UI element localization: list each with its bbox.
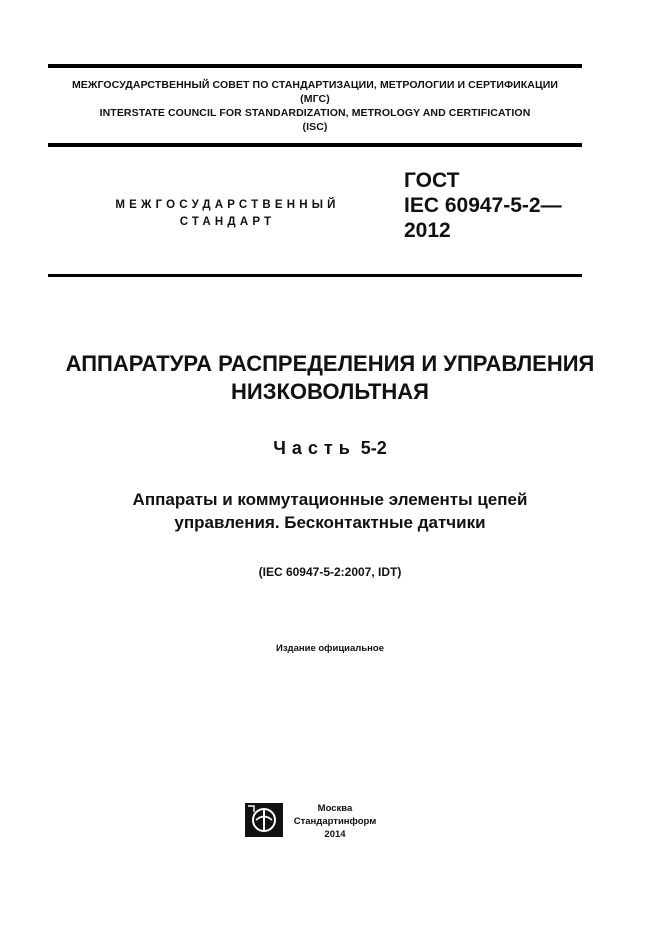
document-title (20, 350, 640, 406)
part-number: 5-2 (360, 438, 387, 458)
part-heading (20, 437, 640, 459)
interstate-line-1: МЕЖГОСУДАРСТВЕННЫЙ (115, 199, 340, 211)
standartinform-logo-icon (245, 803, 283, 837)
publisher-name: Стандартинформ (293, 816, 377, 827)
council-name-en: INTERSTATE COUNCIL FOR STANDARDIZATION, METROLOGY AND CERTIFICATION (99, 107, 531, 119)
edition-note: Издание официальное (276, 643, 384, 654)
subtitle-line-2: управления. Бесконтактные датчики (174, 513, 486, 532)
part-word: Часть (273, 438, 356, 458)
gost-line-3: 2012 (404, 219, 451, 242)
iec-reference: (IEC 60947-5-2:2007, IDT) (258, 565, 402, 579)
title-line-2: НИЗКОВОЛЬТНАЯ (231, 379, 429, 404)
interstate-standard-label (90, 197, 365, 231)
council-name-ru: МЕЖГОСУДАРСТВЕННЫЙ СОВЕТ ПО СТАНДАРТИЗАЦИИ, МЕТРОЛОГИИ И СЕРТИФИКАЦИИ (71, 79, 559, 91)
gost-line-2: IEC 60947-5-2— (404, 194, 562, 217)
publisher-block (290, 802, 380, 841)
council-abbr-en: (ISC) (302, 121, 328, 133)
gost-designation (404, 168, 562, 243)
title-line-1: АППАРАТУРА РАСПРЕДЕЛЕНИЯ И УПРАВЛЕНИЯ (65, 351, 595, 376)
gost-line-1: ГОСТ (404, 169, 460, 192)
publisher-city: Москва (317, 803, 353, 814)
document-subtitle (20, 488, 640, 534)
interstate-line-2: СТАНДАРТ (179, 216, 276, 228)
council-header (48, 78, 582, 134)
publication-year: 2014 (324, 829, 346, 840)
middle-rule (48, 143, 582, 147)
subtitle-line-1: Аппараты и коммутационные элементы цепей (132, 490, 528, 509)
bottom-rule (48, 274, 582, 277)
council-abbr-ru: (МГС) (300, 93, 330, 105)
top-rule (48, 64, 582, 68)
